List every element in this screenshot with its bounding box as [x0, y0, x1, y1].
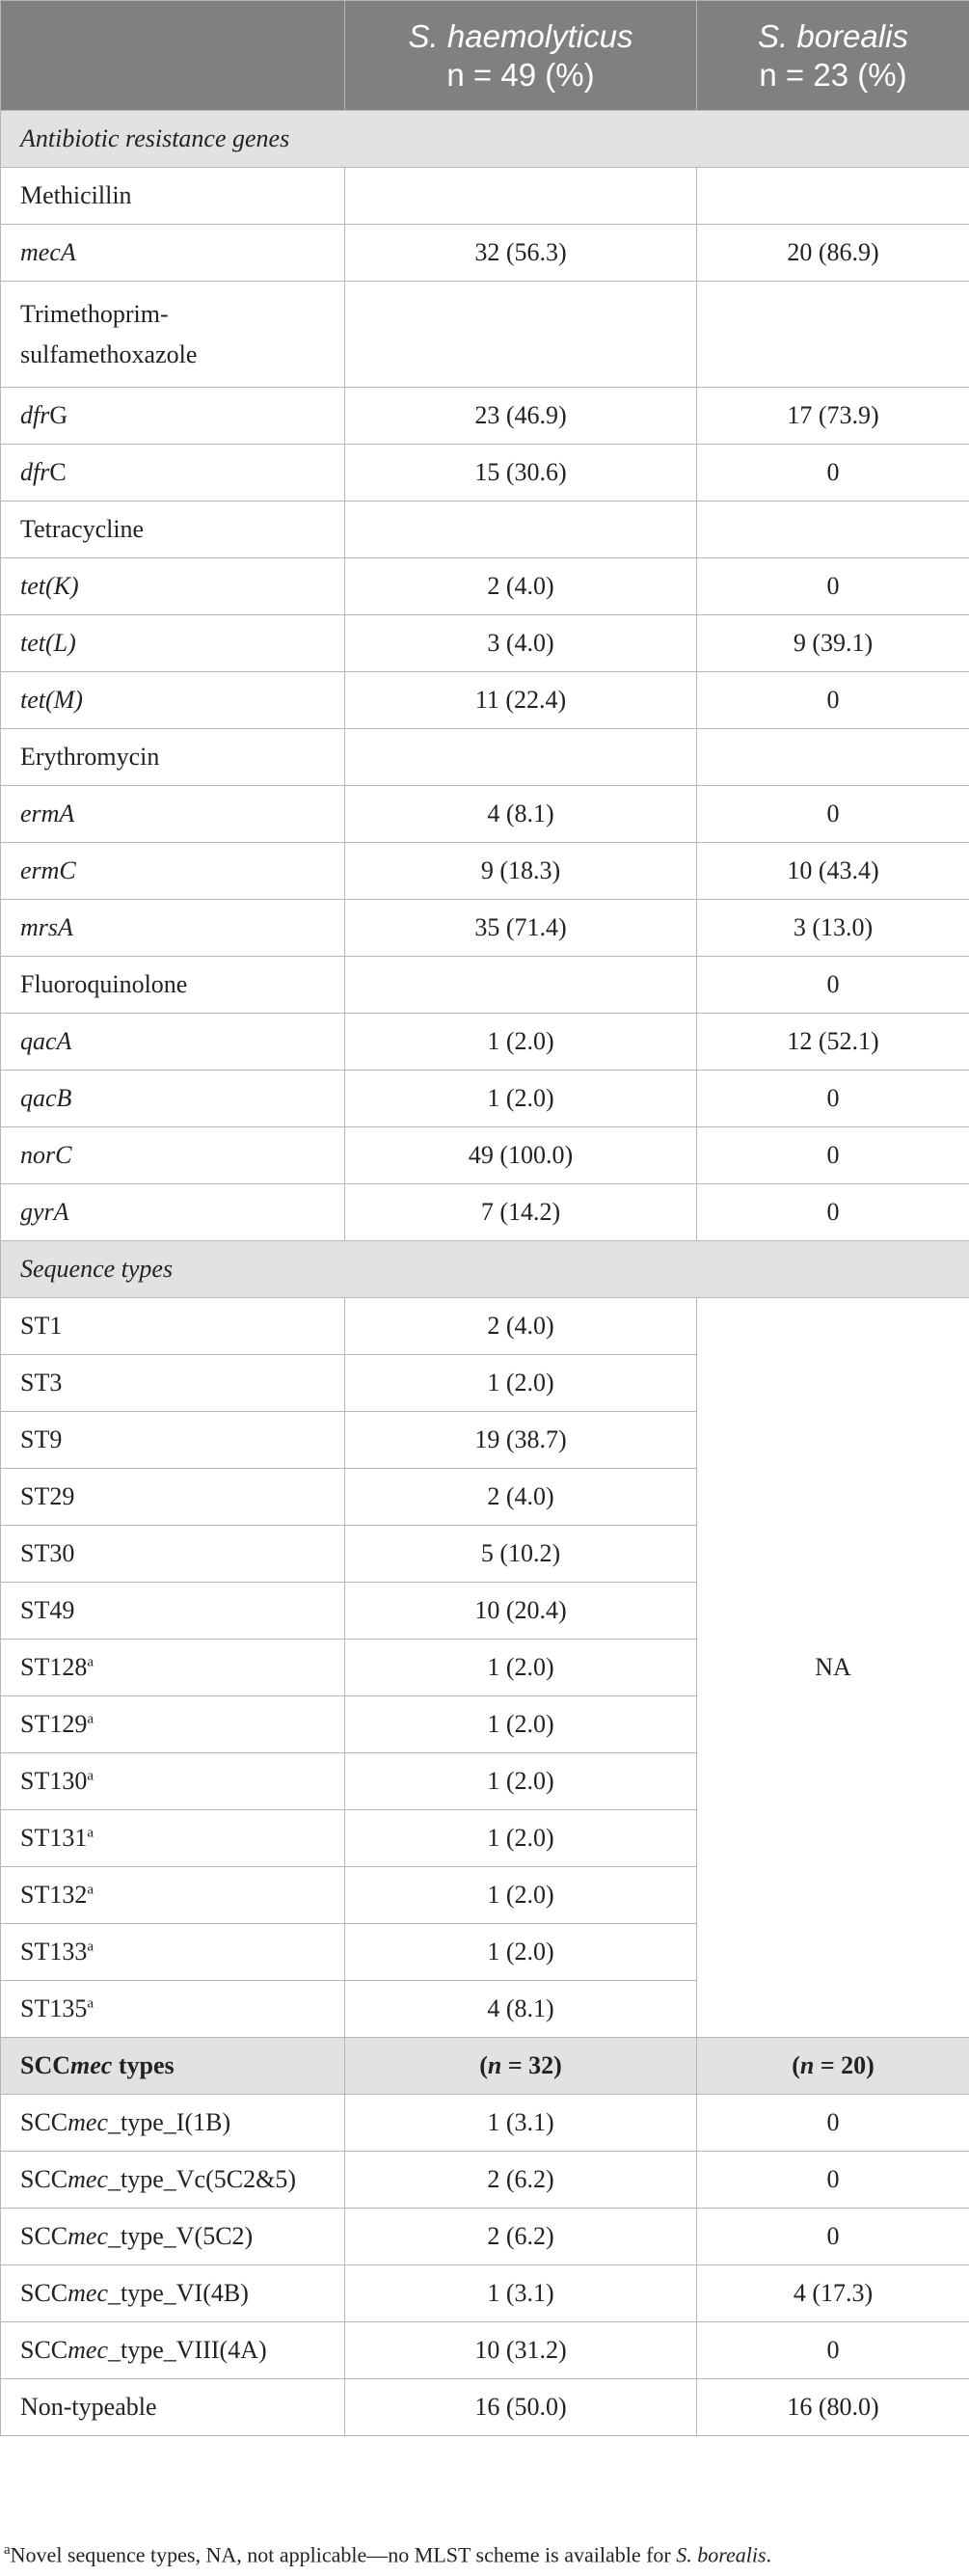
value-cell: 10 (43.4) — [697, 843, 969, 900]
class-label: Erythromycin — [1, 729, 345, 786]
value-cell: 9 (39.1) — [697, 615, 969, 672]
st-label: ST133$^a$ — [1, 1924, 345, 1981]
table-row — [1, 502, 969, 558]
value-cell: 0 — [697, 957, 969, 1014]
st-label: ST130$^a$ — [1, 1753, 345, 1810]
value-cell: 4 (17.3) — [697, 2265, 969, 2322]
value-cell: 32 (56.3) — [345, 225, 697, 282]
gene-label: ermA — [1, 786, 345, 843]
value-cell: 0 — [697, 2322, 969, 2379]
st-label: ST131$^a$ — [1, 1810, 345, 1867]
scc-type-label: SCCmec_type_VI(4B) — [1, 2265, 345, 2322]
st-label: ST128$^a$ — [1, 1640, 345, 1696]
value-cell: 0 — [697, 2209, 969, 2265]
scc-type-label: Non-typeable — [1, 2379, 345, 2436]
table-row — [1, 2209, 969, 2265]
value-cell: 49 (100.0) — [345, 1127, 697, 1184]
value-cell: 5 (10.2) — [345, 1526, 697, 1583]
table-row — [1, 2379, 969, 2436]
table-row — [1, 1127, 969, 1184]
gene-label: ermC — [1, 843, 345, 900]
value-cell: 23 (46.9) — [345, 388, 697, 445]
sequence-types-body — [1, 1298, 969, 2038]
gene-prefix: dfr — [20, 401, 50, 429]
value-cell: 10 (31.2) — [345, 2322, 697, 2379]
value-cell: 1 (2.0) — [345, 1640, 697, 1696]
st-label: ST49 — [1, 1583, 345, 1640]
table-row — [1, 957, 969, 1014]
table-row — [1, 388, 969, 445]
footnote: $^a$Novel sequence types, NA, not applicable—no MLST scheme is available for S. borealis. — [4, 2542, 772, 2567]
st-label: ST9 — [1, 1412, 345, 1469]
value-cell: 1 (2.0) — [345, 1071, 697, 1127]
st-label: ST129$^a$ — [1, 1696, 345, 1753]
gene-label: mrsA — [1, 900, 345, 957]
section-antibiotic-resistance-genes: Antibiotic resistance genes — [1, 111, 969, 168]
gene-suffix: C — [49, 458, 67, 486]
footnote-text: Novel sequence types, NA, not applicable—no MLST scheme is available for — [10, 2542, 677, 2567]
table-row — [1, 843, 969, 900]
st-borealis-na: NA — [697, 1298, 969, 2038]
table-row — [1, 672, 969, 729]
gene-label: qacB — [1, 1071, 345, 1127]
gene-label: norC — [1, 1127, 345, 1184]
class-label: Tetracycline — [1, 502, 345, 558]
header-n-h: n = 49 (%) — [446, 56, 595, 93]
gene-label: gyrA — [1, 1184, 345, 1241]
footnote-species: S. borealis — [676, 2542, 767, 2567]
value-cell: 1 (3.1) — [345, 2265, 697, 2322]
table-row — [1, 225, 969, 282]
value-cell: 4 (8.1) — [345, 1981, 697, 2038]
table-row — [1, 2095, 969, 2152]
value-cell: 0 — [697, 2095, 969, 2152]
value-cell: 16 (80.0) — [697, 2379, 969, 2436]
class-label: Fluoroquinolone — [1, 957, 345, 1014]
class-label: Methicillin — [1, 168, 345, 225]
value-cell: 15 (30.6) — [345, 445, 697, 502]
table-row — [1, 1298, 969, 1355]
st-label: ST29 — [1, 1469, 345, 1526]
footnote-marker: a — [4, 2542, 11, 2558]
value-cell: 1 (3.1) — [345, 2095, 697, 2152]
table-row — [1, 1071, 969, 1127]
value-cell: 0 — [697, 445, 969, 502]
value-cell: 0 — [697, 1071, 969, 1127]
gene-label: tet(K) — [1, 558, 345, 615]
header-n-b: n = 23 (%) — [759, 56, 907, 93]
value-cell: 9 (18.3) — [345, 843, 697, 900]
value-cell: 1 (2.0) — [345, 1696, 697, 1753]
gene-label: qacA — [1, 1014, 345, 1071]
scc-types-body — [1, 2038, 969, 2436]
gene-label — [1, 388, 345, 445]
section-row — [1, 1241, 969, 1298]
value-cell: 35 (71.4) — [345, 900, 697, 957]
table-row — [1, 900, 969, 957]
value-cell: 4 (8.1) — [345, 786, 697, 843]
value-cell: 11 (22.4) — [345, 672, 697, 729]
value-cell: 1 (2.0) — [345, 1355, 697, 1412]
value-cell: 12 (52.1) — [697, 1014, 969, 1071]
table-row — [1, 558, 969, 615]
table-row — [1, 282, 969, 388]
value-cell: 0 — [697, 2152, 969, 2209]
value-cell: 2 (4.0) — [345, 558, 697, 615]
gene-label: mecA — [1, 225, 345, 282]
value-cell: 7 (14.2) — [345, 1184, 697, 1241]
value-cell: 17 (73.9) — [697, 388, 969, 445]
gene-label — [1, 445, 345, 502]
value-cell: 10 (20.4) — [345, 1583, 697, 1640]
value-cell: 2 (6.2) — [345, 2152, 697, 2209]
header-s-haemolyticus — [345, 1, 697, 111]
table-row — [1, 2152, 969, 2209]
scc-type-label: SCCmec_type_V(5C2) — [1, 2209, 345, 2265]
value-cell: 0 — [697, 786, 969, 843]
scc-type-label: SCCmec_type_Vc(5C2&5) — [1, 2152, 345, 2209]
table-row — [1, 615, 969, 672]
table-row — [1, 168, 969, 225]
header-s-borealis — [697, 1, 969, 111]
value-cell: 19 (38.7) — [345, 1412, 697, 1469]
st-label: ST1 — [1, 1298, 345, 1355]
scc-n-haemolyticus: (n = 32) — [345, 2038, 697, 2095]
value-cell: 2 (6.2) — [345, 2209, 697, 2265]
st-label: ST135$^a$ — [1, 1981, 345, 2038]
scc-n-borealis: (n = 20) — [697, 2038, 969, 2095]
section-row — [1, 111, 969, 168]
value-cell: 0 — [697, 672, 969, 729]
st-label: ST132$^a$ — [1, 1867, 345, 1924]
scc-type-label: SCCmec_type_I(1B) — [1, 2095, 345, 2152]
header-species-b: S. borealis — [758, 17, 908, 54]
table-row — [1, 1014, 969, 1071]
value-cell: 2 (4.0) — [345, 1298, 697, 1355]
scc-type-label: SCCmec_type_VIII(4A) — [1, 2322, 345, 2379]
gene-label: tet(M) — [1, 672, 345, 729]
st-label: ST30 — [1, 1526, 345, 1583]
value-cell: 3 (4.0) — [345, 615, 697, 672]
value-cell: 2 (4.0) — [345, 1469, 697, 1526]
value-cell: 1 (2.0) — [345, 1014, 697, 1071]
value-cell: 0 — [697, 558, 969, 615]
gene-label: tet(L) — [1, 615, 345, 672]
table-row — [1, 786, 969, 843]
class-label: Trimethoprim-sulfamethoxazole — [1, 282, 345, 388]
value-cell: 0 — [697, 1184, 969, 1241]
table-row — [1, 1184, 969, 1241]
value-cell: 0 — [697, 1127, 969, 1184]
gene-prefix: dfr — [20, 458, 50, 486]
table-row — [1, 2265, 969, 2322]
table-row — [1, 2322, 969, 2379]
value-cell: 20 (86.9) — [697, 225, 969, 282]
table-row — [1, 729, 969, 786]
st-label: ST3 — [1, 1355, 345, 1412]
value-cell: 1 (2.0) — [345, 1924, 697, 1981]
section-row — [1, 2038, 969, 2095]
value-cell: 1 (2.0) — [345, 1810, 697, 1867]
gene-suffix: G — [49, 401, 68, 429]
header-row — [1, 1, 969, 111]
header-empty-cell — [1, 1, 345, 111]
value-cell: 16 (50.0) — [345, 2379, 697, 2436]
table-row — [1, 445, 969, 502]
value-cell: 3 (13.0) — [697, 900, 969, 957]
section-scc-types: SCCmec types — [1, 2038, 345, 2095]
header-species-h: S. haemolyticus — [408, 17, 633, 54]
value-cell: 1 (2.0) — [345, 1867, 697, 1924]
value-cell: 1 (2.0) — [345, 1753, 697, 1810]
section-sequence-types: Sequence types — [1, 1241, 969, 1298]
